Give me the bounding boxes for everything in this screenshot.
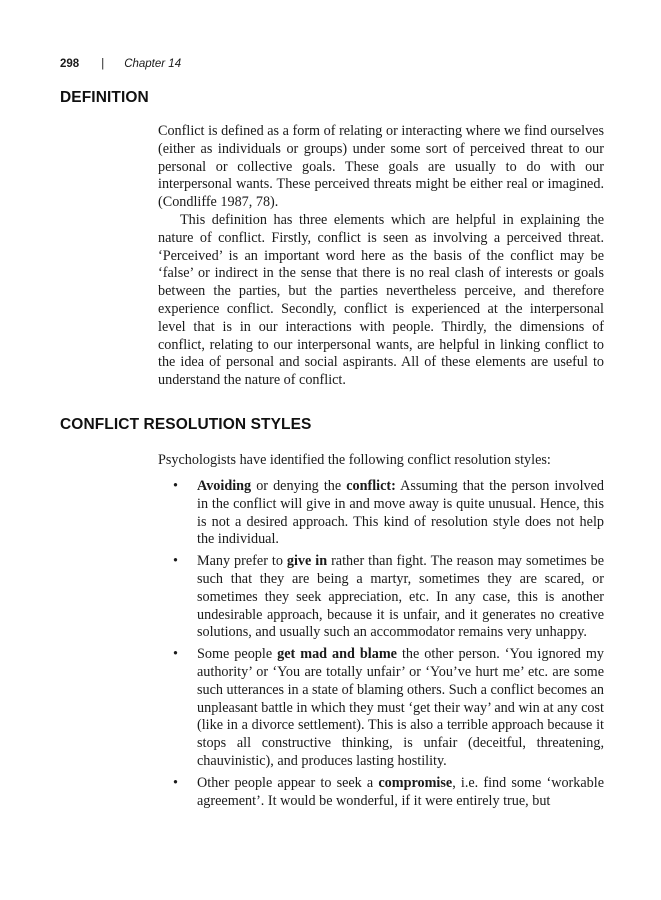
- page-number: 298: [60, 58, 80, 70]
- item-text: Many prefer to: [197, 553, 287, 570]
- section-heading-definition: DEFINITION: [60, 89, 149, 106]
- item-text: or denying the: [251, 478, 347, 494]
- header-separator: |: [101, 58, 105, 70]
- term-compromise: compromise: [378, 774, 453, 791]
- term-give-in: give in: [286, 553, 328, 570]
- term-avoiding: Avoiding: [197, 478, 252, 494]
- elements-paragraph: This definition has three elements which are helpful in explaining the nature of conflict. Firstly, conflict is seen as involving a perceived threat. ‘Perceived’ is an important word here as the basis of the conflict may be ‘false’ or indirect in the sense that there is no real clash of interests or goals between the parties, but the parties nevertheless perceive, and therefore experience conflict. Secondly, conflict is experienced at the interpersonal level that is in our interactions with people. Thirdly, the dimensions of conflict, relating to our interpersonal wants, are helpful in linking conflict to the idea of personal and social aspirants. All of these elements are useful to understand the nature of conflict.: [158, 211, 604, 389]
- list-item-blame: [158, 646, 604, 771]
- item-text: the other person. ‘You ignored my authority’ or ‘You are totally unfair’ or ‘You’ve hurt me’ etc. are some such utterances in a state of blaming others. Such a conflict becomes an unpleasant battle in which they must ‘get their way’ and win at any cost (like in a divorce settlement). This is also a terrible approach because it stops all constructive thinking, is unfair (deceitful, threatening, chauvinistic), and produces lasting hostility.: [197, 646, 605, 769]
- term-conflict: conflict:: [346, 478, 396, 494]
- bullet: •: [173, 646, 178, 663]
- chapter-label: Chapter 14: [124, 58, 182, 70]
- item-text: Other people appear to seek a: [197, 774, 379, 791]
- bullet: •: [173, 774, 178, 791]
- styles-intro: [158, 452, 604, 470]
- item-text: rather than fight. The reason may sometimes be such that they are being a martyr, sometimes they are scared, or sometimes they seek appreciation, etc. In any case, this is another undesirable approach, because it is unfair, and it generates no creative solutions, and usually such an accommodator remains very unhappy.: [197, 553, 605, 641]
- term-get-mad-and-blame: get mad and blame: [277, 646, 397, 663]
- bullet: •: [173, 553, 178, 570]
- bullet: •: [173, 478, 178, 494]
- definition-paragraph: Conflict is defined as a form of relating or interacting where we find ourselves (either as individuals or groups) under some sort of perceived threat to our personal or collective goals. These goals are usually to do with our interpersonal wants. These perceived threats might be either real or imagined. (Condliffe 1987, 78).: [158, 123, 604, 211]
- item-text: Assuming that the person involved in the conflict will give in and move away is quite unusual. Hence, this is not a desired approach. This kind of resolution style does not help the individual.: [197, 478, 605, 548]
- list-item-compromise: [158, 775, 604, 811]
- list-item-avoiding: [158, 478, 604, 549]
- item-text: , i.e. find some ‘workable agreement’. It would be wonderful, if it were entirely true, but: [197, 774, 604, 809]
- styles-intro-text: Psychologists have identified the following conflict resolution styles:: [158, 452, 551, 468]
- list-item-give-in: [158, 553, 604, 642]
- section-heading-conflict-styles: CONFLICT RESOLUTION STYLES: [60, 416, 312, 433]
- definition-body: [158, 123, 604, 390]
- styles-list: [158, 478, 604, 814]
- item-text: Some people: [197, 646, 278, 663]
- running-header: [60, 58, 181, 70]
